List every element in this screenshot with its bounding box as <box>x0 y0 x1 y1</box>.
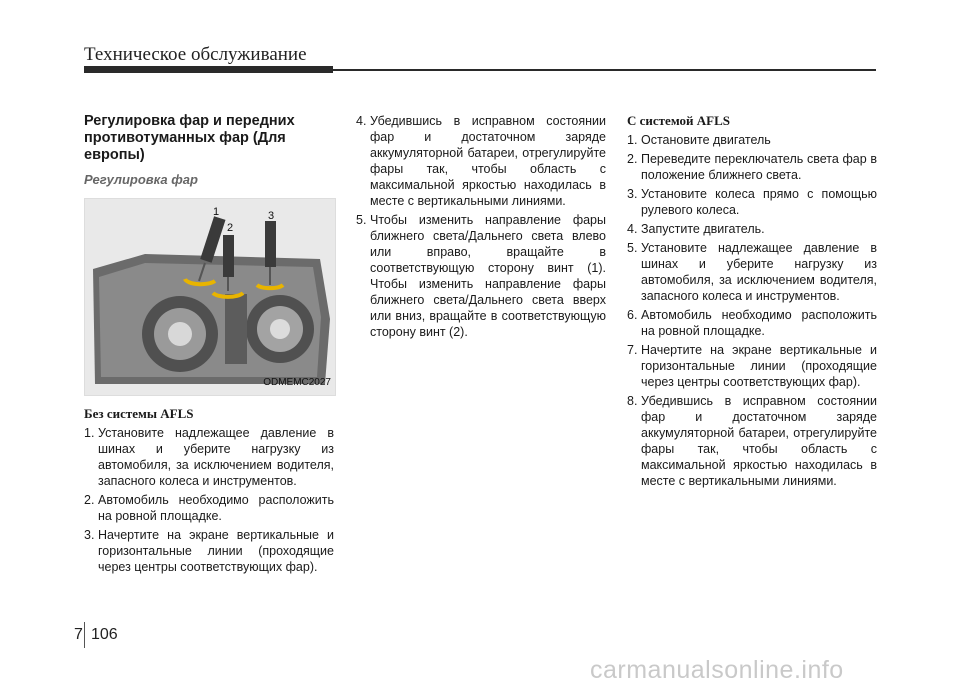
steps-right <box>627 132 877 489</box>
subhead-without-afls: Без системы AFLS <box>84 406 194 421</box>
list-item: 1. Установите надлежащее давление в шинах и уберите нагрузку из автомобиля, за исключением водителя, запасного колеса и инструментов. <box>84 426 334 488</box>
section-subtitle: Регулировка фар <box>84 172 198 187</box>
subhead-with-afls: С системой AFLS <box>627 113 730 128</box>
callout-label-2: 2 <box>227 222 234 234</box>
page-number: 106 <box>91 626 118 643</box>
header-rule-thin <box>333 69 876 71</box>
callout-label-3: 3 <box>268 210 275 222</box>
callout-label-1: 1 <box>213 206 220 218</box>
list-item: 3. Начертите на экране вертикальные и горизонтальные линии (проходящие через центры соответствующих фар). <box>84 528 334 574</box>
watermark: carmanualsonline.info <box>590 656 844 684</box>
right-column <box>627 113 877 492</box>
list-item: 4. Запустите двигатель. <box>627 222 765 236</box>
figure-code: ODMEMC2027 <box>263 377 331 388</box>
page-header-title: Техническое обслуживание <box>84 44 307 65</box>
list-item: 2. Автомобиль необходимо расположить на ровной площадке. <box>84 493 334 523</box>
list-item: 2. Переведите переключатель света фар в положение ближнего света. <box>627 152 877 182</box>
list-item: 6. Автомобиль необходимо расположить на ровной площадке. <box>627 308 877 338</box>
footer-divider <box>84 622 85 648</box>
list-item: 1. Остановите двигатель <box>627 133 771 147</box>
steps-middle <box>356 113 606 340</box>
middle-column <box>356 113 606 343</box>
headlamp-figure <box>84 198 336 396</box>
header-rule-thick <box>84 66 333 73</box>
list-item: 3. Установите колеса прямо с помощью рулевого колеса. <box>627 187 877 217</box>
chapter-number: 7 <box>74 626 83 643</box>
headlamp-illustration <box>85 199 335 395</box>
section-title: Регулировка фар и передних противотуманных фар (Для европы) <box>84 113 295 163</box>
steps-left <box>84 425 334 575</box>
list-item: 8. Убедившись в исправном состоянии фар и достаточном заряде аккумуляторной батареи, отрегулируйте фары так, чтобы область с максимальной яркостью находилась в месте с вертикальными линиями. <box>627 394 877 488</box>
list-item: 5. Чтобы изменить направление фары ближнего света/Дальнего света влево или вправо, вращайте в соответствующую сторону винт (1). Чтобы изменить направление фары ближнего света/Дальнего света вверх или вниз, вращайте в соответствующую сторону винт (2). <box>356 213 606 339</box>
list-item: 7. Начертите на экране вертикальные и горизонтальные линии (проходящие через центры соответствующих фар). <box>627 343 877 389</box>
list-item: 5. Установите надлежащее давление в шинах и уберите нагрузку из автомобиля, за исключением водителя, запасного колеса и инструментов. <box>627 241 877 303</box>
left-column <box>84 113 334 578</box>
list-item: 4. Убедившись в исправном состоянии фар и достаточном заряде аккумуляторной батареи, отрегулируйте фары так, чтобы область с максимальной яркостью находилась в месте с вертикальными линиями. <box>356 114 606 208</box>
